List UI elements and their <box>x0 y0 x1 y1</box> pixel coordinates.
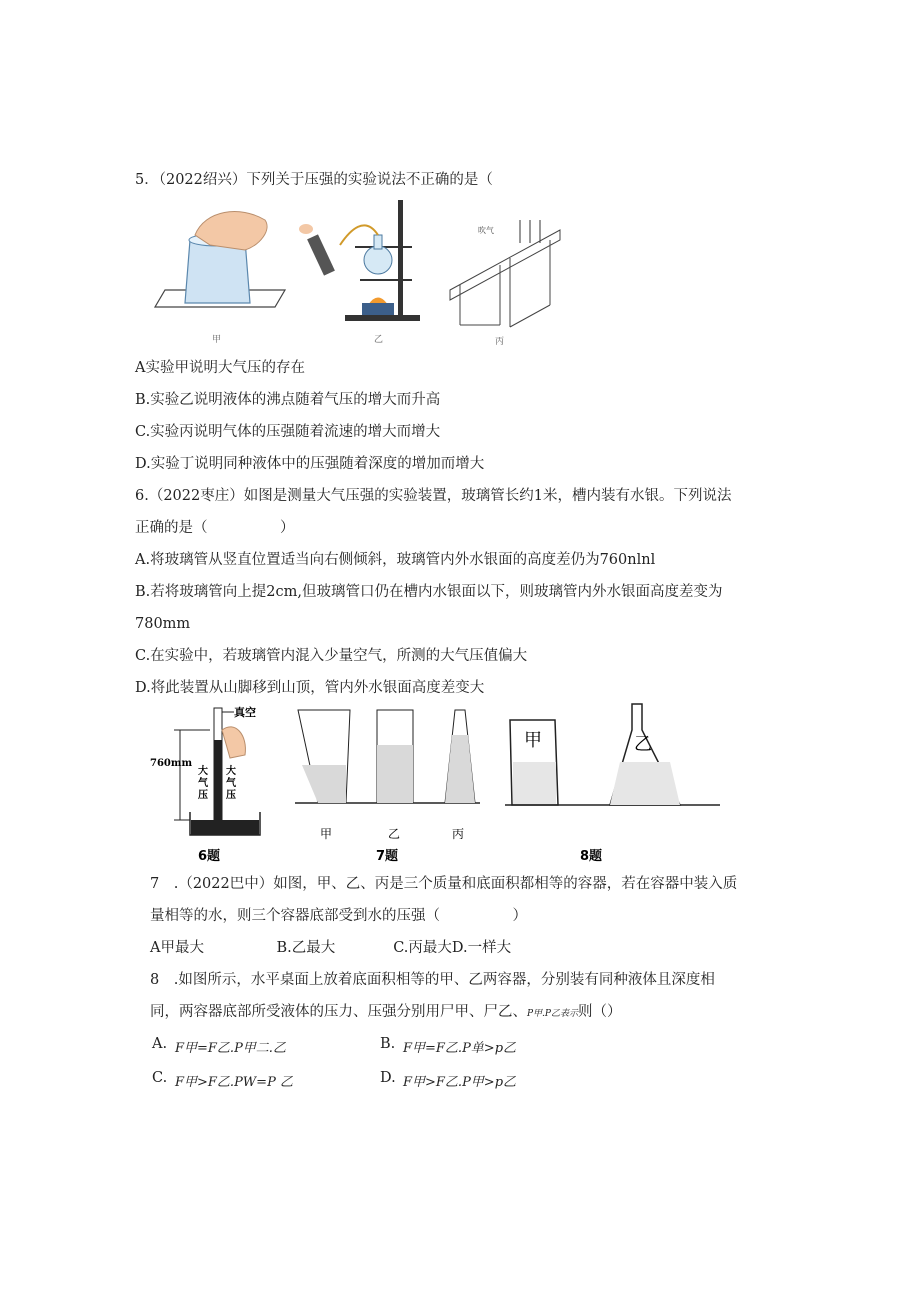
q8-opt-b-label: B. <box>380 1036 396 1052</box>
fig7-caption: 7题 <box>376 849 399 864</box>
figures-6-7-8 <box>150 700 730 865</box>
q5-option-c: C.实验丙说明气体的压强随着流速的增大而增大 <box>135 424 441 440</box>
q8-opt-a-label: A. <box>152 1036 168 1052</box>
q6-option-a: A.将玻璃管从竖直位置适当向右侧倾斜，玻璃管内外水银面的高度差仍为760nlnl <box>135 552 656 568</box>
q5-figure <box>150 195 570 355</box>
fig7-label-yi: 乙 <box>388 827 401 841</box>
q5-fig-bing <box>450 220 560 327</box>
q5-fig-jia <box>155 212 285 307</box>
svg-text:大: 大 <box>198 766 208 777</box>
fig8-caption: 8题 <box>580 849 603 864</box>
fig6-caption: 6题 <box>198 849 221 864</box>
fig7-label-bing: 丙 <box>452 827 465 841</box>
fig7-label-jia: 甲 <box>320 827 333 841</box>
q8-opt-a: F甲=F乙.P甲二.乙 <box>175 1041 286 1056</box>
q8-line2-tail: P甲.P乙表示 <box>527 1009 578 1019</box>
q8-opt-c-label: C. <box>152 1070 168 1086</box>
svg-text:气: 气 <box>198 778 208 789</box>
q7-options: A甲最大 B.乙最大 C.丙最大D.一样大 <box>150 940 512 956</box>
fig6-height-label: 760mm <box>150 758 193 769</box>
q6-option-b-cont: 780mm <box>135 616 191 632</box>
q6-line2: 正确的是（ ） <box>135 520 295 536</box>
q6-line1: 6.（2022枣庄）如图是测量大气压强的实验装置，玻璃管长约1米，槽内装有水银。下列说法 <box>135 488 732 504</box>
q5-title: 5．（2022绍兴）下列关于压强的实验说法不正确的是（ <box>135 172 493 188</box>
q7-line2: 量相等的水，则三个容器底部受到水的压强（ ） <box>150 908 527 924</box>
q8-line1: 8 .如图所示，水平桌面上放着底面积相等的甲、乙两容器，分别装有同种液体且深度相 <box>150 972 715 988</box>
q6-option-b: B.若将玻璃管向上提2cm,但玻璃管口仍在槽内水银面以下，则玻璃管内外水银面高度差变为 <box>135 584 723 600</box>
q5-option-d: D.实验丁说明同种液体中的压强随着深度的增加而增大 <box>135 456 485 472</box>
fig8-containers <box>505 704 720 864</box>
q6-option-c: C.在实验中，若玻璃管内混入少量空气，所测的大气压值偏大 <box>135 648 528 664</box>
svg-text:大: 大 <box>226 766 236 777</box>
fig6-atm-left <box>198 764 209 801</box>
q8-opt-c: F甲>F乙.PW=P 乙 <box>175 1075 293 1090</box>
q8-line2 <box>150 1004 621 1021</box>
q5-label-bing: 丙 <box>495 337 505 347</box>
q8-opt-b: F甲=F乙.P单>p乙 <box>403 1041 517 1056</box>
q6-option-d: D.将此装置从山脚移到山顶，管内外水银面高度差变大 <box>135 680 485 696</box>
fig6-barometer <box>150 705 260 864</box>
q7-line1: 7 .（2022巴中）如图，甲、乙、丙是三个质量和底面积都相等的容器，若在容器中装入质 <box>150 876 738 892</box>
q5-option-b: B.实验乙说明液体的沸点随着气压的增大而升高 <box>135 392 441 408</box>
q5-label-yi: 乙 <box>374 335 384 345</box>
q5-label-jia: 甲 <box>212 335 222 345</box>
q8-line2-end: 则（） <box>577 1004 622 1020</box>
blow-label: 吹气 <box>478 226 494 235</box>
q5-option-a: A实验甲说明大气压的存在 <box>135 360 305 376</box>
q8-opt-d: F甲>F乙.P甲>p乙 <box>403 1075 517 1090</box>
q8-opt-d-label: D. <box>380 1070 396 1086</box>
fig6-vacuum-label: 真空 <box>234 706 256 719</box>
svg-text:气: 气 <box>226 778 236 789</box>
fig8-label-yi: 乙 <box>634 734 652 755</box>
q5-fig-yi <box>299 200 420 321</box>
svg-text:压: 压 <box>198 790 208 801</box>
q8-line2-main: 同，两容器底部所受液体的压力、压强分别用尸甲、尸乙、 <box>150 1004 527 1020</box>
svg-text:压: 压 <box>226 790 236 801</box>
fig7-containers <box>295 710 480 864</box>
fig6-atm-right <box>226 764 237 801</box>
fig8-label-jia: 甲 <box>524 730 542 751</box>
